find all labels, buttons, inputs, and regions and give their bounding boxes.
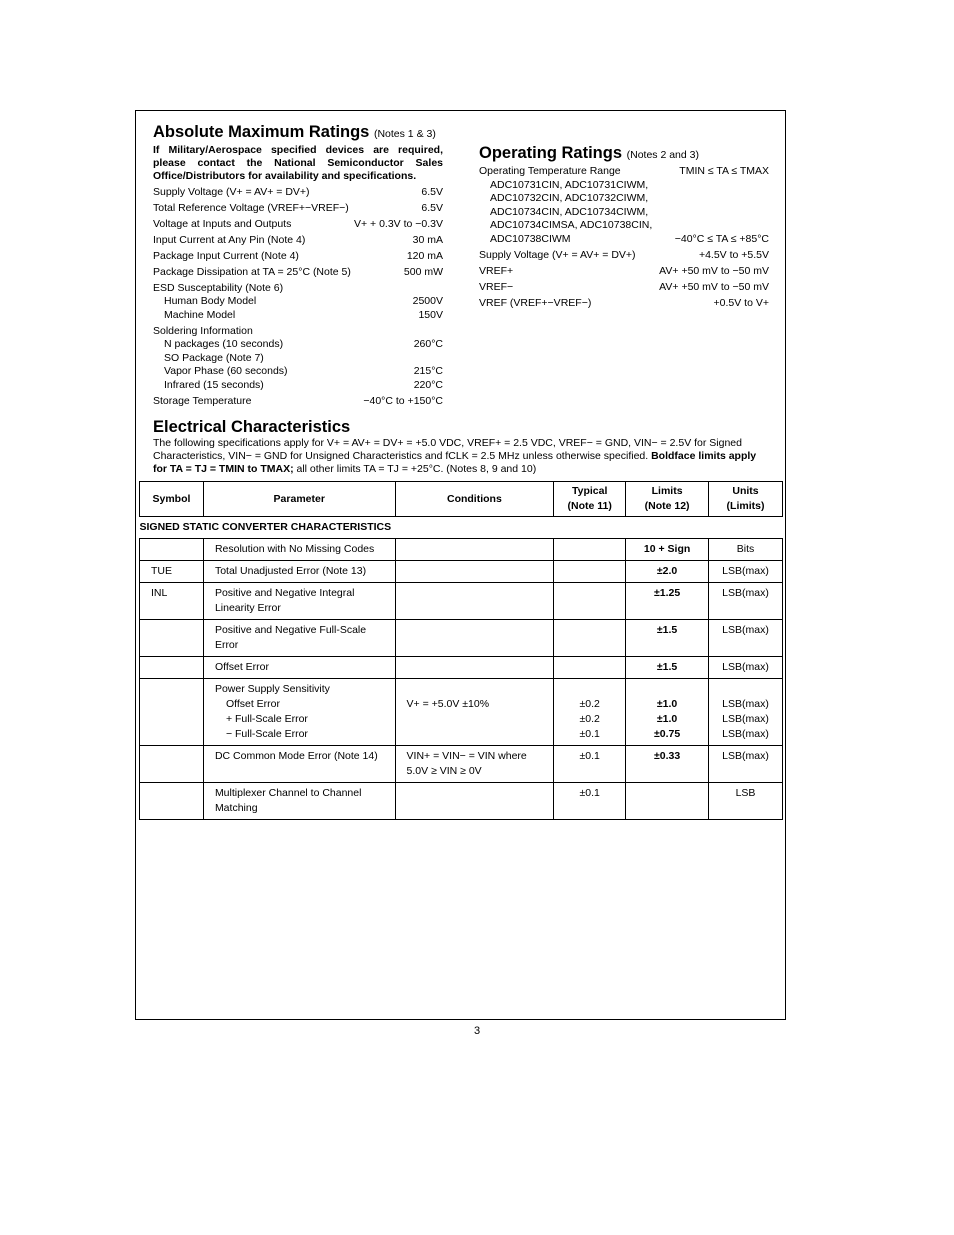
rating-row <box>153 186 443 200</box>
table-row <box>140 583 783 620</box>
rating-row <box>153 218 443 232</box>
rating-row <box>153 266 443 280</box>
cell-symbol: TUE <box>140 561 204 583</box>
table-row <box>140 539 783 561</box>
cell-limits: ±0.33 <box>626 746 709 783</box>
cell-limits: ±1.5 <box>626 620 709 657</box>
cell-parameter: DC Common Mode Error (Note 14) <box>203 746 395 783</box>
rating-value: 500 mW <box>403 265 443 278</box>
cell-units: LSB(max) <box>709 746 783 783</box>
op-row-label: Supply Voltage (V+ = AV+ = DV+) <box>479 248 636 261</box>
pss-sub: Offset Error <box>225 698 281 710</box>
header-typical-label: Typical <box>572 485 608 497</box>
pss-typical: ±0.1 <box>579 728 600 740</box>
cell-typical <box>554 539 626 561</box>
esd-label: ESD Susceptability (Note 6) <box>153 281 284 294</box>
table-row <box>140 746 783 783</box>
operating-ratings <box>479 143 769 310</box>
cell-conditions <box>395 539 554 561</box>
op-row-value: AV+ +50 mV to −50 mV <box>659 264 769 277</box>
cell-units <box>709 679 783 746</box>
esd-row-label: Machine Model <box>164 308 236 321</box>
dccm-cond-2: 5.0V ≥ VIN ≥ 0V <box>406 765 482 777</box>
part-name: ADC10734CIMSA, ADC10738CIN, <box>490 219 653 231</box>
pss-typical: ±0.2 <box>579 713 600 725</box>
part-name: ADC10734CIN, ADC10734CIWM, <box>490 205 649 218</box>
part-line <box>490 219 769 233</box>
section-row <box>140 517 783 539</box>
cell-units: LSB <box>709 783 783 820</box>
op-row-label: VREF− <box>479 280 514 293</box>
cell-parameter <box>203 679 395 746</box>
absolute-maximum-ratings <box>153 122 443 408</box>
op-ratings-notes: (Notes 2 and 3) <box>626 149 699 161</box>
part-name: ADC10738CIWM <box>490 232 571 245</box>
solder-row-value: 260°C <box>413 338 443 350</box>
electrical-table <box>139 481 783 820</box>
cell-parameter: Total Unadjusted Error (Note 13) <box>203 561 395 583</box>
abs-max-title: Absolute Maximum Ratings <box>153 123 370 141</box>
solder-label-row <box>153 325 443 339</box>
pss-units: LSB(max) <box>722 713 769 725</box>
dccm-cond-1: VIN+ = VIN− = VIN where <box>406 750 527 762</box>
elec-intro-part2: all other limits TA = TJ = +25°C. (Notes 8, 9 and 10) <box>296 463 537 475</box>
cell-conditions <box>395 679 554 746</box>
cell-limits: ±1.25 <box>626 583 709 620</box>
storage-value: −40°C to +150°C <box>363 394 443 407</box>
electrical-characteristics <box>153 417 769 476</box>
rating-label: Package Dissipation at TA = 25°C (Note 5) <box>153 265 351 278</box>
pss-conditions: V+ = +5.0V ±10% <box>406 698 490 710</box>
cell-conditions <box>395 657 554 679</box>
header-units <box>709 482 783 517</box>
cell-limits <box>626 783 709 820</box>
cell-units: Bits <box>709 539 783 561</box>
op-ratings-heading <box>479 143 769 165</box>
op-row <box>479 281 769 295</box>
pss-sub: + Full-Scale Error <box>225 713 308 725</box>
cell-typical: ±0.1 <box>554 746 626 783</box>
solder-row-value: 215°C <box>413 365 443 377</box>
cell-typical <box>554 561 626 583</box>
cell-limits <box>626 679 709 746</box>
rating-value: V+ + 0.3V to −0.3V <box>353 217 443 230</box>
rating-label: Input Current at Any Pin (Note 4) <box>153 233 306 246</box>
cell-typical <box>554 679 626 746</box>
rating-row <box>153 234 443 248</box>
temp-range-label: Operating Temperature Range <box>479 165 621 177</box>
pss-typical: ±0.2 <box>579 698 600 710</box>
esd-label-row <box>153 282 443 296</box>
rating-label: Voltage at Inputs and Outputs <box>153 217 292 230</box>
part-line <box>490 206 769 220</box>
op-row <box>479 265 769 279</box>
cell-symbol <box>140 783 204 820</box>
rating-value: 30 mA <box>412 233 443 246</box>
pss-units: LSB(max) <box>722 728 769 740</box>
table-row <box>140 679 783 746</box>
pss-limits: ±1.0 <box>656 698 678 710</box>
solder-row-label: Infrared (15 seconds) <box>164 378 264 391</box>
header-symbol: Symbol <box>140 482 204 517</box>
header-typical-note: (Note 11) <box>567 500 612 512</box>
cell-parameter: Positive and Negative Full-Scale Error <box>203 620 395 657</box>
part-line <box>490 179 769 193</box>
cell-conditions <box>395 746 554 783</box>
cell-typical <box>554 657 626 679</box>
solder-row <box>153 379 443 393</box>
cell-typical <box>554 583 626 620</box>
table-row <box>140 561 783 583</box>
cell-units: LSB(max) <box>709 620 783 657</box>
rating-row <box>153 250 443 264</box>
part-name: ADC10732CIN, ADC10732CIWM, <box>490 192 649 204</box>
temp-range-header: TMIN ≤ TA ≤ TMAX <box>679 165 769 177</box>
part-list <box>479 179 769 247</box>
rating-label: Package Input Current (Note 4) <box>153 249 299 262</box>
cell-symbol <box>140 679 204 746</box>
header-units-note: (Limits) <box>726 500 765 512</box>
cell-parameter: Resolution with No Missing Codes <box>203 539 395 561</box>
solder-row <box>153 338 443 352</box>
cell-units: LSB(max) <box>709 657 783 679</box>
table-row <box>140 620 783 657</box>
cell-units: LSB(max) <box>709 583 783 620</box>
elec-intro <box>153 437 769 476</box>
solder-row <box>153 365 443 379</box>
op-row-value: AV+ +50 mV to −50 mV <box>659 280 769 293</box>
op-row <box>479 249 769 263</box>
solder-row-value: 220°C <box>413 378 443 391</box>
op-row <box>479 297 769 311</box>
table-row <box>140 657 783 679</box>
rating-label: Total Reference Voltage (VREF+−VREF−) <box>153 201 349 214</box>
cell-symbol <box>140 746 204 783</box>
esd-row-value: 2500V <box>412 295 443 307</box>
table-row <box>140 783 783 820</box>
cell-limits: ±2.0 <box>626 561 709 583</box>
abs-max-heading <box>153 122 443 144</box>
solder-row <box>153 352 443 366</box>
op-row-label: VREF (VREF+−VREF−) <box>479 296 592 309</box>
cell-conditions <box>395 561 554 583</box>
pss-limits: ±1.0 <box>656 713 678 725</box>
esd-row-label: Human Body Model <box>164 295 257 307</box>
cell-symbol <box>140 539 204 561</box>
op-row-value: +4.5V to +5.5V <box>698 248 769 261</box>
rating-value: 120 mA <box>406 249 443 262</box>
elec-title: Electrical Characteristics <box>153 418 351 436</box>
storage-label: Storage Temperature <box>153 394 252 407</box>
elec-intro-bold: Boldface limits apply for TA = TJ = TMIN to TMAX; <box>153 450 757 475</box>
pss-sub: − Full-Scale Error <box>225 728 308 740</box>
rating-row <box>153 202 443 216</box>
storage-row <box>153 395 443 409</box>
header-limits-label: Limits <box>651 485 683 497</box>
header-limits <box>626 482 709 517</box>
pss-label: Power Supply Sensitivity <box>214 683 330 695</box>
cell-symbol: INL <box>140 583 204 620</box>
part-line <box>490 233 769 247</box>
rating-label: Supply Voltage (V+ = AV+ = DV+) <box>153 185 310 198</box>
abs-max-notes: (Notes 1 & 3) <box>373 128 436 140</box>
rating-value: 6.5V <box>421 185 443 198</box>
part-name: ADC10731CIN, ADC10731CIWM, <box>490 178 649 191</box>
cell-units: LSB(max) <box>709 561 783 583</box>
cell-parameter: Offset Error <box>203 657 395 679</box>
solder-row-label: Vapor Phase (60 seconds) <box>164 365 288 377</box>
pss-units: LSB(max) <box>722 698 769 710</box>
cell-limits: 10 + Sign <box>626 539 709 561</box>
rating-value: 6.5V <box>421 201 443 214</box>
cell-conditions <box>395 620 554 657</box>
op-row-value: +0.5V to V+ <box>713 296 769 309</box>
header-units-label: Units <box>732 485 759 497</box>
pss-limits: ±0.75 <box>653 728 681 740</box>
cell-parameter: Multiplexer Channel to Channel Matching <box>203 783 395 820</box>
cell-symbol <box>140 620 204 657</box>
cell-typical <box>554 620 626 657</box>
cell-conditions <box>395 783 554 820</box>
solder-row-label: N packages (10 seconds) <box>164 338 284 350</box>
military-warning: If Military/Aerospace specified devices are required, please contact the National Semiconductor Sales Office/Distributors for availability and specifications. <box>153 144 443 182</box>
header-conditions: Conditions <box>395 482 554 517</box>
esd-row-value: 150V <box>418 308 443 321</box>
cell-symbol <box>140 657 204 679</box>
section-title: SIGNED STATIC CONVERTER CHARACTERISTICS <box>140 517 783 539</box>
op-row-label: VREF+ <box>479 264 514 277</box>
cell-conditions <box>395 583 554 620</box>
temp-range-row <box>479 165 769 179</box>
parts-range: −40°C ≤ TA ≤ +85°C <box>674 232 769 245</box>
cell-typical: ±0.1 <box>554 783 626 820</box>
op-ratings-title: Operating Ratings <box>479 144 623 162</box>
esd-row <box>153 295 443 309</box>
elec-intro-part1: The following specifications apply for V+ = AV+ = DV+ = +5.0 VDC, VREF+ = 2.5 VDC, VREF− = GND, VIN− = 2.5V for Signed Characteristics, VIN− = GND for Unsigned Characteristics and fCLK = 2.5 MHz unless otherwise specified. <box>153 437 742 462</box>
cell-parameter: Positive and Negative Integral Linearity Error <box>203 583 395 620</box>
esd-row <box>153 309 443 323</box>
part-line <box>490 192 769 206</box>
header-typical <box>554 482 626 517</box>
header-parameter: Parameter <box>203 482 395 517</box>
page-number: 3 <box>473 1025 481 1037</box>
solder-label: Soldering Information <box>153 324 253 337</box>
table-header-row <box>140 482 783 517</box>
cell-limits: ±1.5 <box>626 657 709 679</box>
header-limits-note: (Note 12) <box>644 500 690 512</box>
solder-row-label: SO Package (Note 7) <box>164 351 264 364</box>
